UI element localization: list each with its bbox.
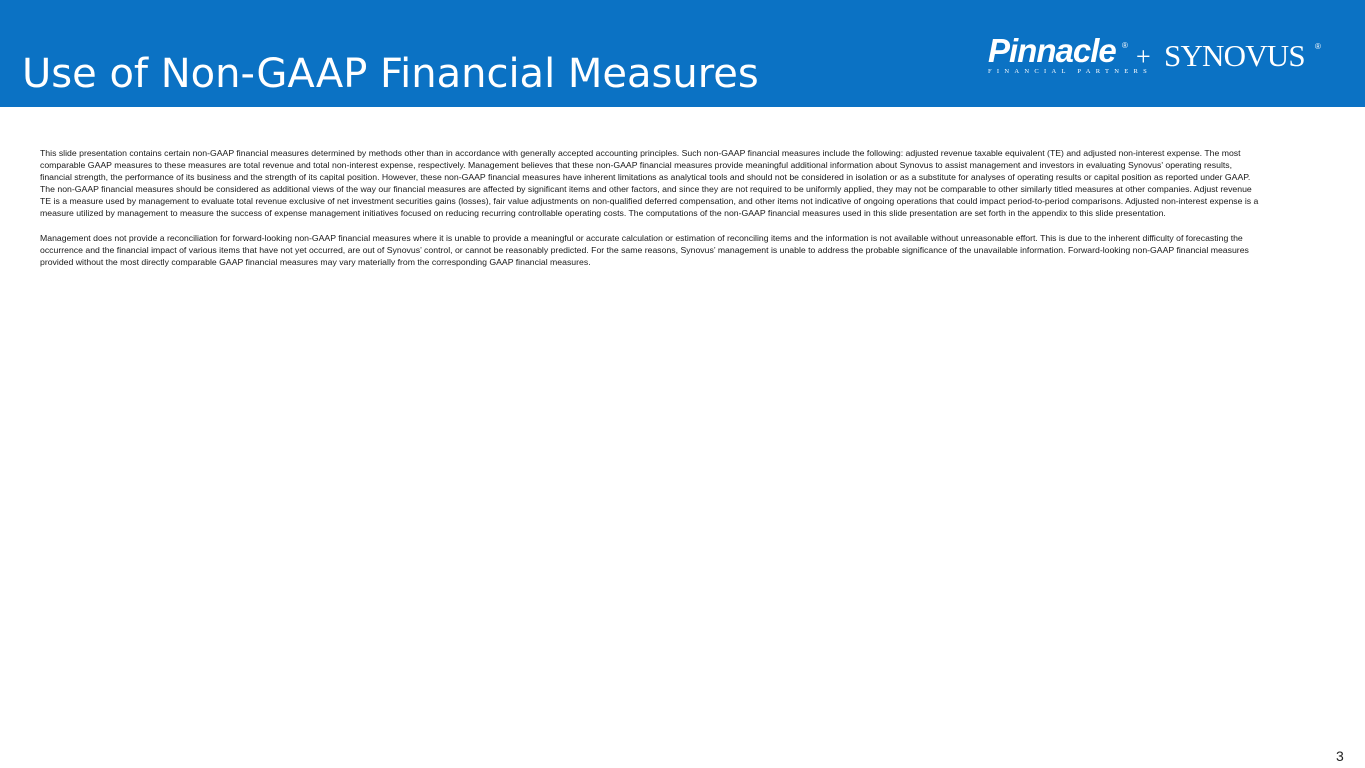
logo-plus-sign: + [1136,42,1151,71]
pinnacle-logo-name: Pinnacle [988,32,1116,69]
disclosure-text [40,147,1260,268]
disclosure-paragraph: This slide presentation contains certain non-GAAP financial measures determined by methods other than in accordance with generally accepted accounting principles. Such non-GAAP financial measures include the following: adjusted revenue taxable equivalent (TE) and adjusted non-interest expense. The most comparable GAAP measures to these measures are total revenue and total non-interest expense, respectively. Management believes that these non-GAAP financial measures provide meaningful additional information about Synovus to assist management and investors in evaluating Synovus' operating results, financial strength, the performance of its business and the strength of its capital position. However, these non-GAAP financial measures have inherent limitations as analytical tools and should not be considered in isolation or as a substitute for analyses of operating results or capital position as reported under GAAP. The non-GAAP financial measures should be considered as additional views of the way our financial measures are affected by significant items and other factors, and since they are not required to be uniformly applied, they may not be comparable to other similarly titled measures at other companies. Adjust revenue TE is a measure used by management to evaluate total revenue exclusive of net investment securities gains (losses), fair value adjustments on non-qualified deferred compensation, and other items not indicative of ongoing operations that could impact period-to-period comparisons. Adjusted non-interest expense is a measure utilized by management to measure the success of expense management initiatives focused on reducing recurring controllable operating costs. The computations of the non-GAAP financial measures used in this slide presentation are set forth in the appendix to this slide presentation. [40,148,1259,219]
pinnacle-registered-mark: ® [1122,41,1128,50]
disclosure-paragraph: Management does not provide a reconciliation for forward-looking non-GAAP financial measures where it is unable to provide a meaningful or accurate calculation or estimation of reconciling items and the information is not available without unreasonable effort. This is due to the inherent difficulty of forecasting the occurrence and the financial impact of various items that have not yet occurred, are out of Synovus’ control, or cannot be reasonably predicted. For the same reasons, Synovus’ management is unable to address the probable significance of the unavailable information. Forward-looking non-GAAP financial measures provided without the most directly comparable GAAP financial measures may vary materially from the corresponding GAAP financial measures. [40,232,1249,267]
company-logos [985,32,1325,82]
synovus-registered-mark: ® [1315,42,1321,51]
synovus-logo: SYNOVUS [1164,38,1305,73]
slide-title: Use of Non-GAAP Financial Measures [22,51,759,97]
header-bar [0,0,1365,107]
pinnacle-logo-tagline: FINANCIAL PARTNERS [988,68,1153,75]
page-number: 3 [1336,748,1344,764]
